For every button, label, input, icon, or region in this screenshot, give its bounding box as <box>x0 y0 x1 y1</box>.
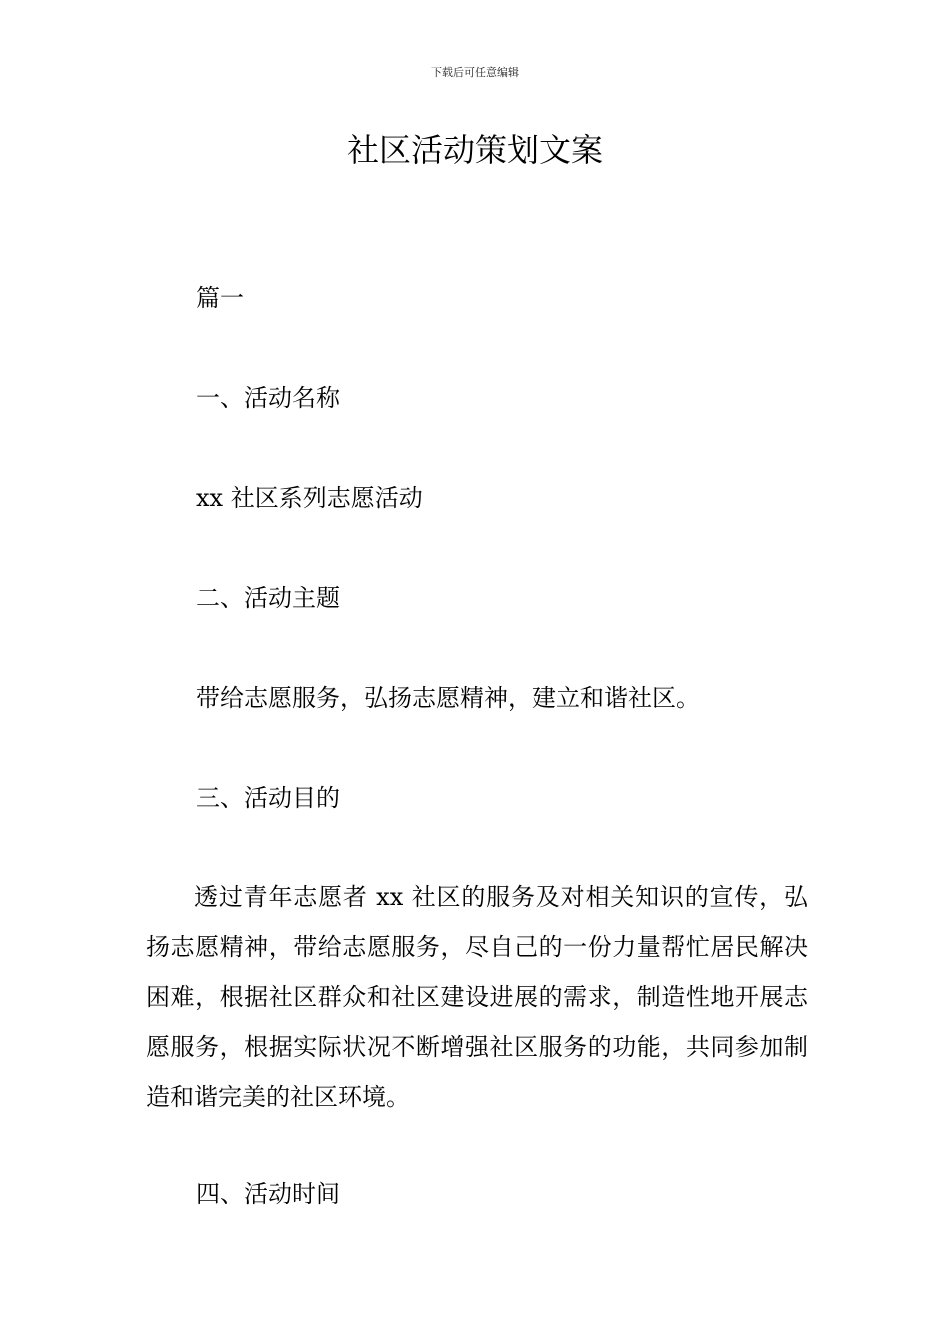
section-4-heading: 四、活动时间 <box>196 1180 340 1208</box>
section-1-heading: 一、活动名称 <box>196 384 340 412</box>
header-note: 下载后可任意编辑 <box>431 66 519 79</box>
section-3-heading: 三、活动目的 <box>196 784 340 812</box>
part-label: 篇一 <box>196 284 244 312</box>
document-title: 社区活动策划文案 <box>346 131 603 169</box>
section-3-body: 透过青年志愿者 xx 社区的服务及对相关知识的宣传，弘扬志愿精神，带给志愿服务，尽自己的一份力量帮忙居民解决困难，根据社区群众和社区建设进展的需求，制造性地开展志愿服务，根据实际状况不断增强社区服务的功能，共同参加制造和谐完美的社区环境。 <box>146 883 808 1111</box>
section-2-heading: 二、活动主题 <box>196 584 340 612</box>
section-2-body: 带给志愿服务，弘扬志愿精神，建立和谐社区。 <box>196 684 700 712</box>
section-1-body: xx 社区系列志愿活动 <box>196 484 423 512</box>
